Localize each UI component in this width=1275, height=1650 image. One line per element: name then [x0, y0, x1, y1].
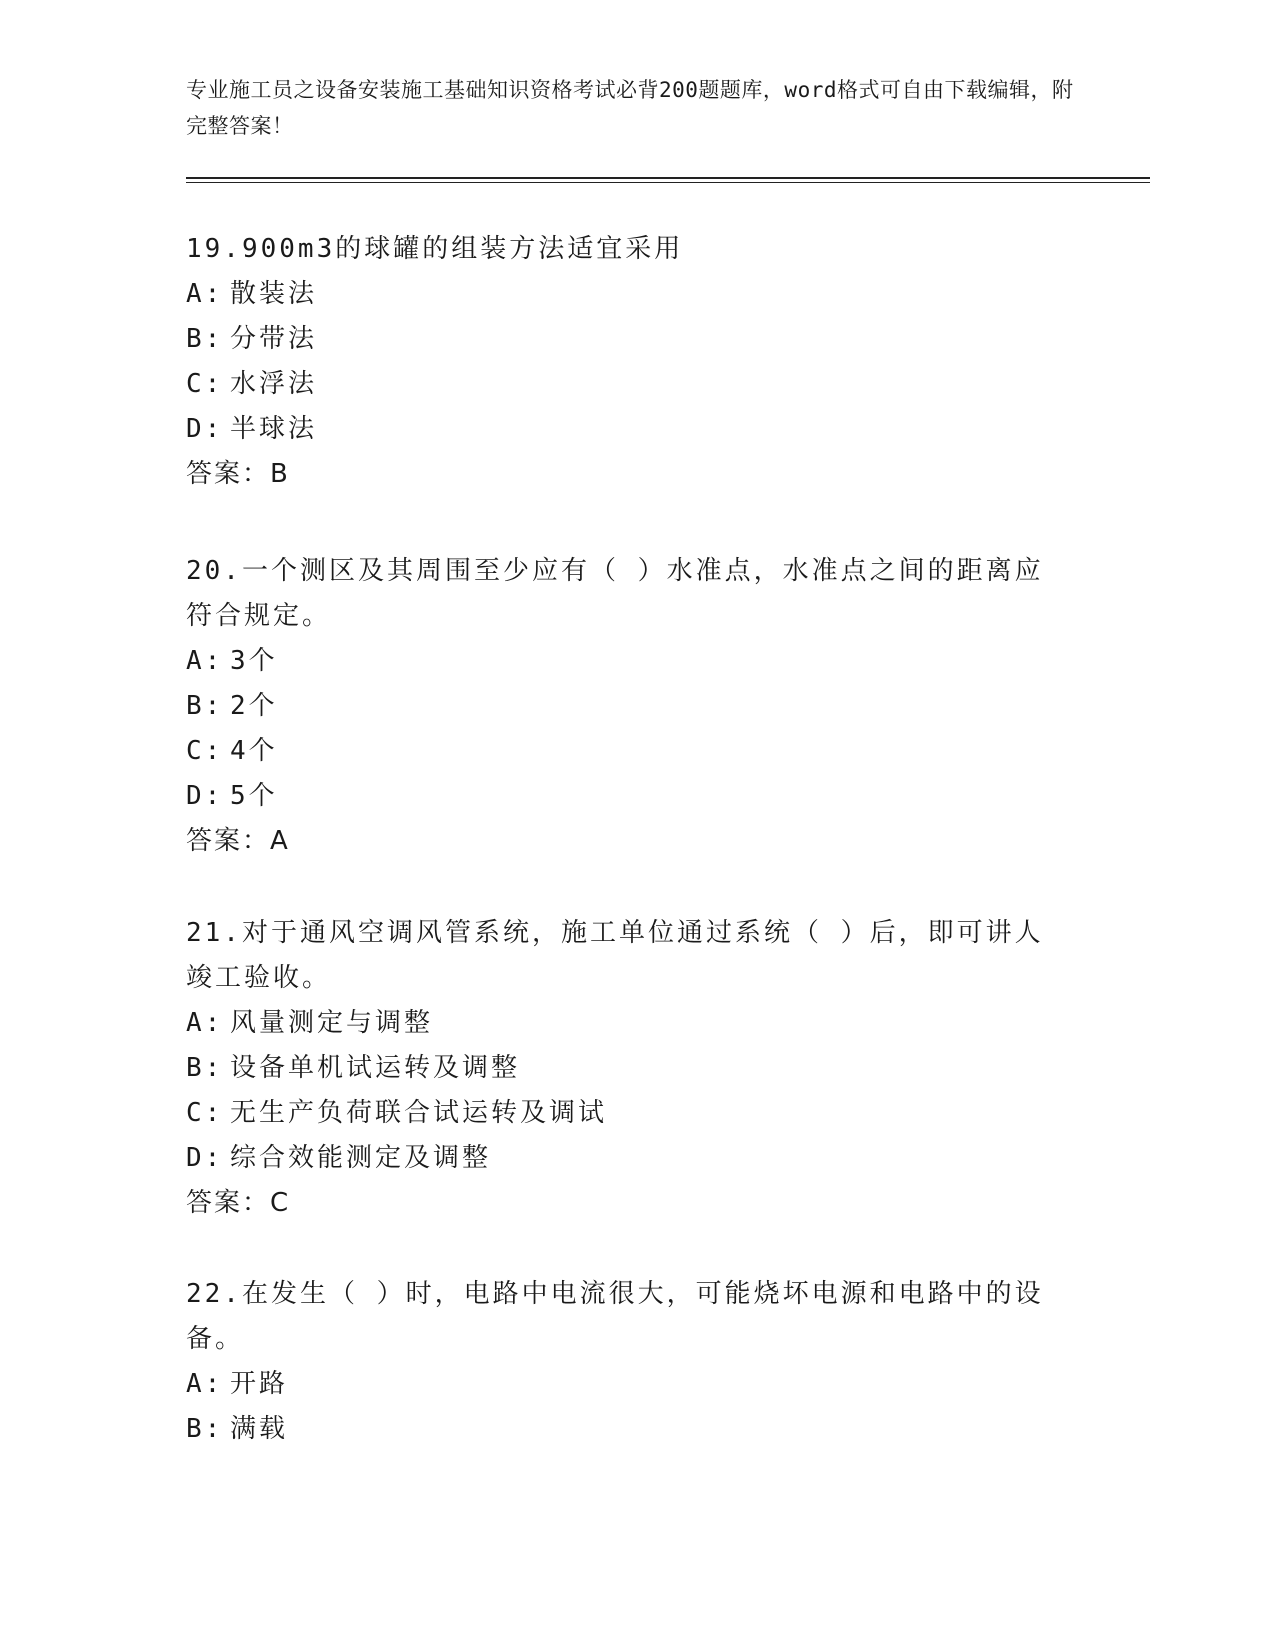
option-text: 设备单机试运转及调整	[230, 1053, 521, 1083]
option-b	[186, 1407, 1066, 1452]
option-key: B:	[186, 1053, 224, 1083]
header-divider-thin	[186, 182, 1150, 183]
option-key: A:	[186, 646, 224, 676]
option-text: 4个	[230, 736, 278, 766]
question-stem: 21.对于通风空调风管系统，施工单位通过系统（ ）后，即可讲人竣工验收。	[186, 918, 1044, 993]
option-a	[186, 1362, 1066, 1407]
option-text: 分带法	[230, 324, 318, 354]
option-key: C:	[186, 736, 224, 766]
option-text: 风量测定与调整	[230, 1008, 434, 1038]
option-key: D:	[186, 781, 224, 811]
option-a	[186, 272, 1066, 317]
option-text: 2个	[230, 691, 278, 721]
option-key: D:	[186, 414, 224, 444]
option-key: D:	[186, 1143, 224, 1173]
option-text: 开路	[230, 1369, 289, 1399]
option-key: A:	[186, 1008, 224, 1038]
answer: 答案：C	[186, 1188, 291, 1218]
option-a	[186, 1001, 1066, 1046]
header-divider-thick	[186, 177, 1150, 179]
option-key: B:	[186, 1414, 224, 1444]
option-key: B:	[186, 324, 224, 354]
option-c	[186, 362, 1066, 407]
option-b	[186, 684, 1066, 729]
option-key: C:	[186, 1098, 224, 1128]
option-d	[186, 407, 1066, 452]
option-b	[186, 317, 1066, 362]
option-key: A:	[186, 279, 224, 309]
option-text: 散装法	[230, 279, 318, 309]
question-21	[186, 911, 1066, 1226]
option-key: B:	[186, 691, 224, 721]
option-text: 满载	[230, 1414, 289, 1444]
answer: 答案：A	[186, 826, 290, 856]
question-22	[186, 1272, 1066, 1452]
option-b	[186, 1046, 1066, 1091]
option-text: 5个	[230, 781, 278, 811]
option-key: C:	[186, 369, 224, 399]
question-19	[186, 227, 1066, 497]
question-stem: 22.在发生（ ）时，电路中电流很大，可能烧坏电源和电路中的设备。	[186, 1279, 1044, 1354]
option-text: 无生产负荷联合试运转及调试	[230, 1098, 608, 1128]
option-text: 综合效能测定及调整	[230, 1143, 492, 1173]
question-stem: 20.一个测区及其周围至少应有（ ）水准点，水准点之间的距离应符合规定。	[186, 556, 1044, 631]
option-text: 水浮法	[230, 369, 318, 399]
option-c	[186, 729, 1066, 774]
option-a	[186, 639, 1066, 684]
question-20	[186, 549, 1066, 864]
option-d	[186, 774, 1066, 819]
answer: 答案：B	[186, 459, 290, 489]
option-text: 3个	[230, 646, 278, 676]
document-header: 专业施工员之设备安装施工基础知识资格考试必背200题题库，word格式可自由下载编辑，附完整答案！	[186, 78, 1074, 138]
option-c	[186, 1091, 1066, 1136]
question-stem: 19.900m3的球罐的组装方法适宜采用	[186, 234, 684, 264]
option-key: A:	[186, 1369, 224, 1399]
option-text: 半球法	[230, 414, 318, 444]
option-d	[186, 1136, 1066, 1181]
